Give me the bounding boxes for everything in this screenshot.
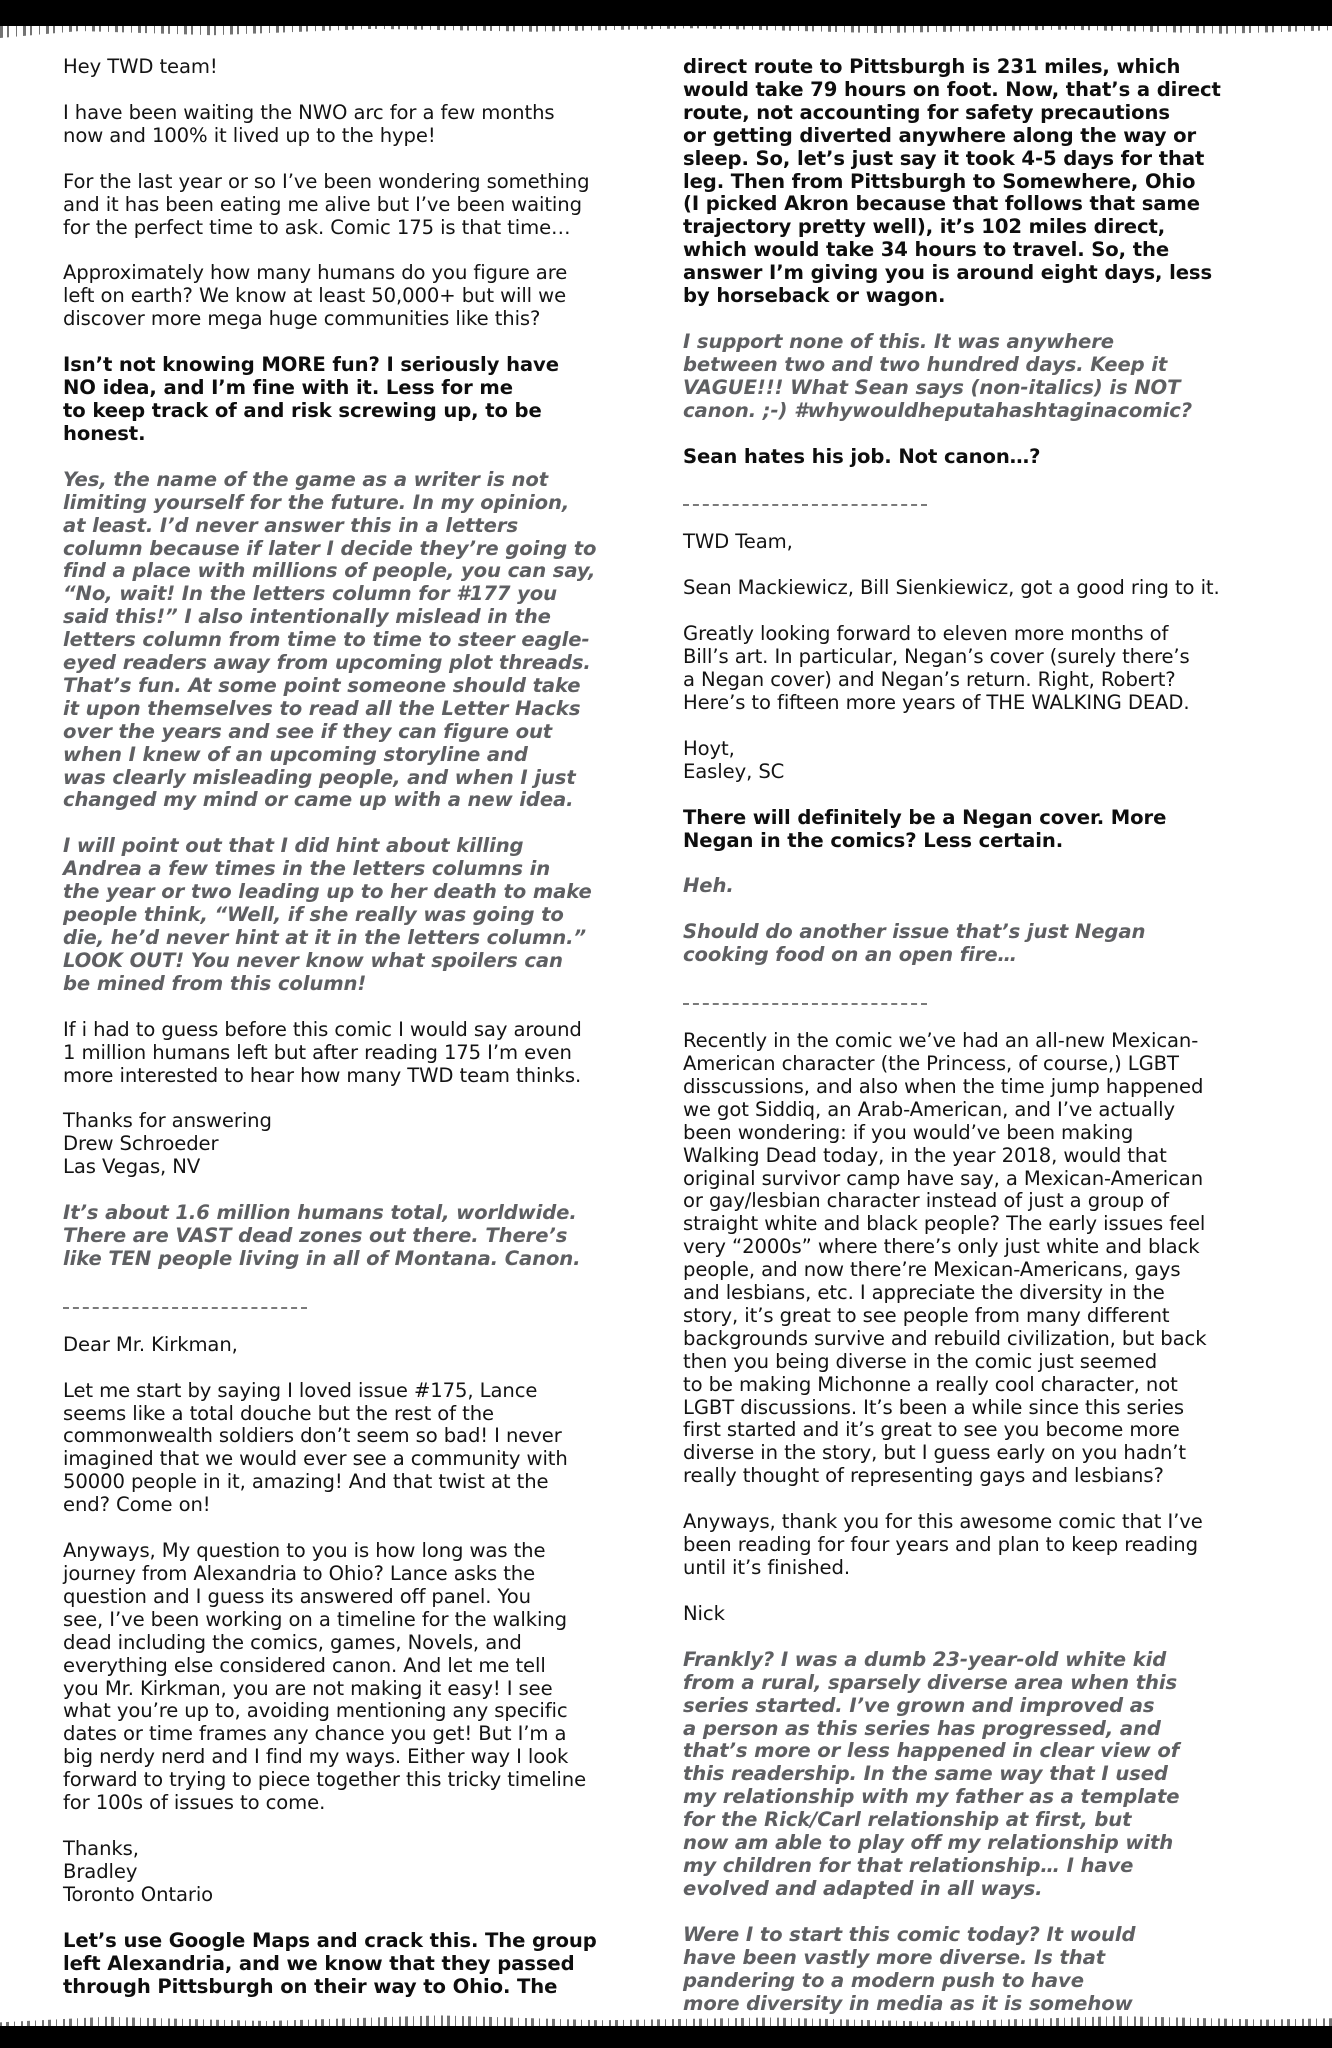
text-line: end? Come on! [63,1493,211,1517]
text-line: left on earth? We know at least 50,000+ but will we [63,284,567,308]
text-line: Bill’s art. In particular, Negan’s cover (surely there’s [683,645,1190,669]
text-line: this readership. In the same way that I used [683,1762,1168,1786]
text-line: my children for that relationship… I have [683,1853,1134,1877]
text-line: original survivor camp have say, a Mexican-American [683,1166,1204,1190]
text-line: find a place with millions of people, you can say, [63,559,596,583]
editor-response-paragraph [63,354,663,446]
text-line: from a rural, sparsely diverse area when this [683,1670,1178,1694]
text-line: Thanks, [63,1836,139,1860]
letter-separator [683,486,927,509]
text-line: Andrea a few times in the letters columns in [63,857,551,881]
bottom-grunge-border [0,2026,1332,2048]
text-line: For the last year or so I’ve been wondering something [63,169,590,193]
text-line: Sean hates his job. Not canon…? [683,444,1041,468]
text-line: which would take 34 hours to travel. So, the [683,238,1170,262]
text-line: column because if later I decide they’re going to [63,536,597,560]
reader-letter-paragraph [63,1110,663,1179]
reader-letter-paragraph [63,1838,663,1907]
text-line: first started and it’s great to see you become more [683,1418,1180,1442]
reader-letter-paragraph [63,1540,663,1815]
text-line: NO idea, and I’m fine with it. Less for me [63,376,513,400]
text-line: be mined from this column! [63,971,367,995]
writer-italic-response-paragraph [63,469,663,813]
text-line: that’s more or less happened in clear view of [683,1739,1180,1763]
text-line: like TEN people living in all of Montana. Canon. [63,1246,581,1270]
text-line: backgrounds survive and rebuild civilization, but back [683,1326,1207,1350]
text-line: Greatly looking forward to eleven more months of [683,622,1169,646]
text-line: Hoyt, [683,736,735,760]
text-line: I support none of this. It was anywhere [683,329,1114,353]
text-line: for the Rick/Carl relationship at first, but [683,1808,1132,1832]
writer-italic-response-paragraph [683,1649,1303,1901]
right-column [683,56,1303,2038]
text-line: route, not accounting for safety precautions [683,100,1170,124]
text-line: Bradley [63,1859,138,1883]
text-line: “No, wait! In the letters column for #177 you [63,582,558,606]
writer-italic-response-paragraph [683,921,1303,967]
text-line: really thought of representing gays and lesbians? [683,1464,1164,1488]
reader-letter-paragraph [683,1511,1303,1580]
reader-letter-paragraph [683,531,1303,554]
text-line: Toronto Ontario [63,1882,214,1906]
text-line: Should do another issue that’s just Negan [683,920,1146,944]
text-line: eyed readers away from upcoming plot threads. [63,651,591,675]
text-line: commonwealth soldiers don’t seem so bad! I never [63,1424,562,1448]
top-grunge-texture [0,24,1332,38]
text-line: big nerdy nerd and I find my ways. Either way I look [63,1745,569,1769]
text-line: Isn’t not knowing MORE fun? I seriously have [63,353,559,377]
text-line: dates or time frames any chance you get! But I’m a [63,1722,567,1746]
text-line: Here’s to fifteen more years of THE WALKING DEAD. [683,690,1190,714]
text-line: was clearly misleading people, and when I just [63,765,576,789]
text-line: then you being diverse in the comic just seemed [683,1349,1158,1373]
text-line: Heh. [683,874,734,898]
text-line: 1 million humans left but after reading 175 I’m even [63,1040,572,1064]
text-line: I will point out that I did hint about killing [63,834,524,858]
text-line: Thanks for answering [63,1109,272,1133]
text-line: or getting diverted anywhere along the way or [683,123,1197,147]
text-line: dead including the comics, games, Novels, and [63,1630,522,1654]
text-line: a Negan cover) and Negan’s return. Right, Robert? [683,668,1176,692]
text-line: question and I guess its answered off panel. You [63,1584,531,1608]
editor-response-paragraph [683,446,1303,469]
text-line: Recently in the comic we’ve had an all-new Mexican- [683,1029,1199,1053]
text-line: imagined that we would ever see a community with [63,1447,568,1471]
text-line: series started. I’ve grown and improved as [683,1693,1155,1717]
text-line: journey from Alexandria to Ohio? Lance asks the [63,1562,536,1586]
text-line: or gay/lesbian character instead of just a group of [683,1189,1169,1213]
text-line: changed my mind or came up with a new idea. [63,788,574,812]
text-line: Drew Schroeder [63,1132,219,1156]
text-line: more diversity in media as it is somehow [683,1991,1133,2015]
text-line: It’s about 1.6 million humans total, worldwide. [63,1201,577,1225]
reader-letter-paragraph [63,1380,663,1517]
text-line: disscussions, and also when the time jump happened [683,1074,1204,1098]
text-line: That’s fun. At some point someone should take [63,673,581,697]
text-line: everything else considered canon. And let me tell [63,1653,546,1677]
text-line: pandering to a modern push to have [683,1968,1084,1992]
writer-italic-response-paragraph [63,835,663,995]
text-line: very “2000s” where there’s only just white and black [683,1235,1200,1259]
text-line: There will definitely be a Negan cover. More [683,805,1167,829]
reader-letter-paragraph [683,1030,1303,1488]
reader-letter-paragraph [683,738,1303,784]
text-line: (I picked Akron because that follows that same [683,192,1200,216]
text-line: I have been waiting the NWO arc for a few months [63,100,555,124]
text-line: through Pittsburgh on their way to Ohio. The [63,1974,558,1998]
text-line: what you’re up to, avoiding mentioning any specific [63,1699,568,1723]
text-line: Las Vegas, NV [63,1155,201,1179]
text-line: diverse in the story, but I guess early on you hadn’t [683,1441,1187,1465]
text-line: Frankly? I was a dumb 23-year-old white kid [683,1647,1167,1671]
text-line: people think, “Well, if she really was going to [63,903,564,927]
reader-letter-paragraph [63,1334,663,1357]
text-line: answer I’m giving you is around eight days, less [683,261,1213,285]
text-line: 50000 people in it, amazing! And that twist at the [63,1470,549,1494]
text-line: honest. [63,421,146,445]
text-line: have been vastly more diverse. Is that [683,1945,1105,1969]
text-line: Anyways, thank you for this awesome comic that I’ve [683,1510,1203,1534]
reader-letter-paragraph [63,56,663,79]
reader-letter-paragraph [63,262,663,331]
text-line: TWD Team, [683,530,793,554]
text-line: Approximately how many humans do you figure are [63,261,568,285]
text-line: people, and now there’re Mexican-Americans, gays [683,1258,1181,1282]
editor-response-paragraph [683,807,1303,853]
text-line: when I knew of an upcoming storyline and [63,742,528,766]
text-line: American character (the Princess, of course,) LGBT [683,1051,1179,1075]
reader-letter-paragraph [683,577,1303,600]
text-line: for the perfect time to ask. Comic 175 is that time… [63,215,571,239]
writer-italic-response-paragraph [683,1924,1303,2016]
text-line: discover more mega huge communities like this? [63,307,541,331]
left-column [63,56,663,2021]
text-line: to be making Michonne a really cool character, not [683,1372,1178,1396]
text-line: now am able to play off my relationship with [683,1831,1174,1855]
text-line: VAGUE!!! What Sean says (non-italics) is NOT [683,375,1181,399]
text-line: been reading for four years and plan to keep reading [683,1533,1198,1557]
text-line: LGBT discussions. It’s been a while since this series [683,1395,1184,1419]
text-line: by horseback or wagon. [683,284,946,308]
text-line: Nick [683,1601,725,1625]
text-line: to keep track of and risk screwing up, to be [63,398,542,422]
text-line: LOOK OUT! You never know what spoilers can [63,948,563,972]
letter-separator [63,1288,307,1311]
text-line: said this!” I also intentionally mislead in the [63,605,551,629]
text-line: Negan in the comics? Less certain. [683,828,1064,852]
text-line: Anyways, My question to you is how long was the [63,1539,546,1563]
text-line: for 100s of issues to come. [63,1791,326,1815]
top-grunge-border [0,0,1332,26]
editor-response-paragraph [63,1930,663,1999]
text-line: it upon themselves to read all the Letter Hacks [63,696,581,720]
text-line: cooking food on an open fire… [683,943,1018,967]
text-line: direct route to Pittsburgh is 231 miles, which [683,55,1181,78]
text-line: Hey TWD team! [63,55,218,78]
reader-letter-paragraph [63,171,663,240]
text-line: left Alexandria, and we know that they passed [63,1951,575,1975]
text-line: until it’s finished. [683,1556,850,1579]
text-line: now and 100% it lived up to the hype! [63,123,436,147]
text-line: Walking Dead today, in the year 2018, would that [683,1143,1167,1167]
reader-letter-paragraph [683,623,1303,715]
text-line: Let me start by saying I loved issue #175, Lance [63,1378,538,1402]
text-line: been wondering: if you would’ve been making [683,1120,1134,1144]
reader-letter-paragraph [683,1603,1303,1626]
text-line: letters column from time to time to steer eagle- [63,628,590,652]
text-line: forward to trying to piece together this tricky timeline [63,1768,587,1792]
text-line: a person as this series has progressed, and [683,1716,1161,1740]
text-line: Yes, the name of the game as a writer is not [63,467,548,491]
text-line: seems like a total douche but the rest of the [63,1401,494,1425]
text-line: If i had to guess before this comic I would say around [63,1017,582,1041]
text-line: limiting yourself for the future. In my opinion, [63,490,570,514]
text-line: Let’s use Google Maps and crack this. The group [63,1928,597,1952]
text-line: There are VAST dead zones out there. There’s [63,1224,568,1248]
text-line: die, he’d never hint at it in the letters column.” [63,926,586,949]
text-line: the year or two leading up to her death to make [63,880,592,904]
text-line: more interested to hear how many TWD team thinks. [63,1063,582,1087]
text-line: leg. Then from Pittsburgh to Somewhere, Ohio [683,169,1196,193]
text-line: at least. I’d never answer this in a letters [63,513,519,537]
text-line: between two and two hundred days. Keep it [683,352,1168,376]
reader-letter-paragraph [63,1019,663,1088]
text-line: over the years and see if they can figure out [63,719,553,743]
text-line: sleep. So, let’s just say it took 4-5 days for that [683,146,1205,170]
text-line: and it has been eating me alive but I’ve been waiting [63,192,582,216]
text-line: see, I’ve been working on a timeline for the walking [63,1607,567,1631]
text-line: straight white and black people? The early issues feel [683,1212,1206,1236]
text-line: canon. ;-) #whywouldheputahashtaginacomic? [683,398,1192,422]
writer-italic-response-paragraph [683,331,1303,423]
text-line: and lesbians, etc. I appreciate the diversity in the [683,1281,1165,1305]
text-line: Sean Mackiewicz, Bill Sienkiewicz, got a good ring to it. [683,576,1220,600]
writer-italic-response-paragraph [63,1202,663,1271]
reader-letter-paragraph [63,102,663,148]
text-line: Easley, SC [683,759,785,783]
writer-italic-response-paragraph [683,875,1303,898]
text-line: Were I to start this comic today? It would [683,1922,1136,1946]
text-line: you Mr. Kirkman, you are not making it easy! I see [63,1676,553,1700]
text-line: we got Siddiq, an Arab-American, and I’ve actually [683,1097,1175,1121]
text-line: would take 79 hours on foot. Now, that’s a direct [683,77,1221,101]
editor-response-paragraph [683,56,1303,308]
text-line: trajectory pretty well), it’s 102 miles direct, [683,215,1166,239]
text-line: story, it’s great to see people from many different [683,1303,1170,1327]
text-line: evolved and adapted in all ways. [683,1876,1043,1900]
text-line: my relationship with my father as a template [683,1785,1180,1809]
letter-separator [683,984,927,1007]
text-line: Dear Mr. Kirkman, [63,1332,238,1356]
